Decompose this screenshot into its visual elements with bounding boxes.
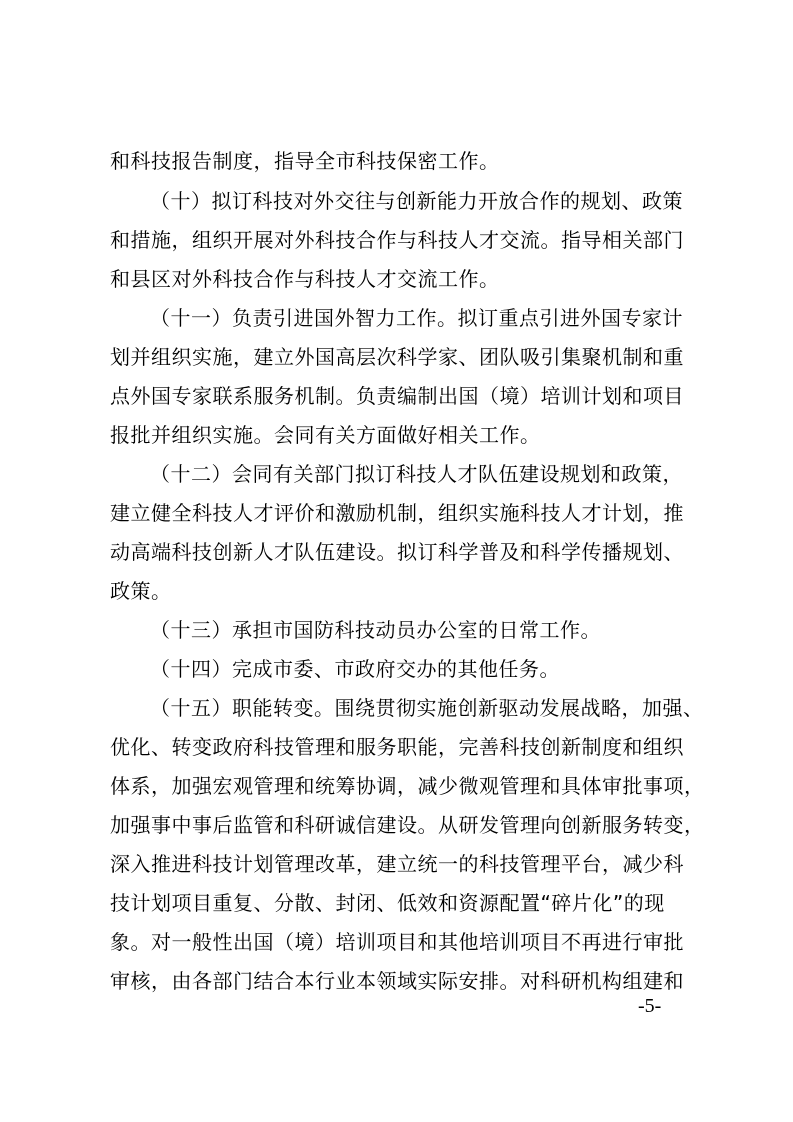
text-line: 建立健全科技人才评价和激励机制，组织实施科技人才计划，推 (110, 501, 684, 525)
paragraph-heading-line: （十）拟订科技对外交往与创新能力开放合作的规划、政策 (150, 189, 683, 213)
paragraph-heading-line: （十四）完成市委、市政府交办的其他任务。 (150, 657, 560, 681)
text-line: 深入推进科技计划管理改革，建立统一的科技管理平台，减少科 (110, 852, 684, 876)
text-line: 和县区对外科技合作与科技人才交流工作。 (110, 267, 500, 291)
paragraph-heading-line: （十一）负责引进国外智力工作。拟订重点引进外国专家计 (150, 306, 683, 330)
text-line: 点外国专家联系服务机制。负责编制出国（境）培训计划和项目 (110, 384, 684, 408)
paragraph-heading-line: （十五）职能转变。围绕贯彻实施创新驱动发展战略，加强、 (150, 696, 704, 720)
text-line: 审核，由各部门结合本行业本领域实际安排。对科研机构组建和 (110, 969, 684, 993)
text-line: 政策。 (110, 579, 172, 603)
text-line: 体系，加强宏观管理和统筹协调，减少微观管理和具体审批事项， (110, 774, 705, 798)
text-line: 象。对一般性出国（境）培训项目和其他培训项目不再进行审批 (110, 930, 684, 954)
text-line: 和措施，组织开展对外科技合作与科技人才交流。指导相关部门 (110, 228, 684, 252)
text-line: 动高端科技创新人才队伍建设。拟订科学普及和科学传播规划、 (110, 540, 684, 564)
page-number: -5- (638, 995, 662, 1017)
text-line: 报批并组织实施。会同有关方面做好相关工作。 (110, 423, 541, 447)
paragraph-heading-line: （十三）承担市国防科技动员办公室的日常工作。 (150, 618, 601, 642)
text-line: 划并组织实施，建立外国高层次科学家、团队吸引集聚机制和重 (110, 345, 684, 369)
text-line: 技计划项目重复、分散、封闭、低效和资源配置“碎片化”的现 (110, 891, 665, 915)
paragraph-heading-line: （十二）会同有关部门拟订科技人才队伍建设规划和政策， (150, 462, 683, 486)
text-line: 和科技报告制度，指导全市科技保密工作。 (110, 149, 500, 173)
text-line: 加强事中事后监管和科研诚信建设。从研发管理向创新服务转变， (110, 813, 705, 837)
text-line: 优化、转变政府科技管理和服务职能，完善科技创新制度和组织 (110, 735, 684, 759)
